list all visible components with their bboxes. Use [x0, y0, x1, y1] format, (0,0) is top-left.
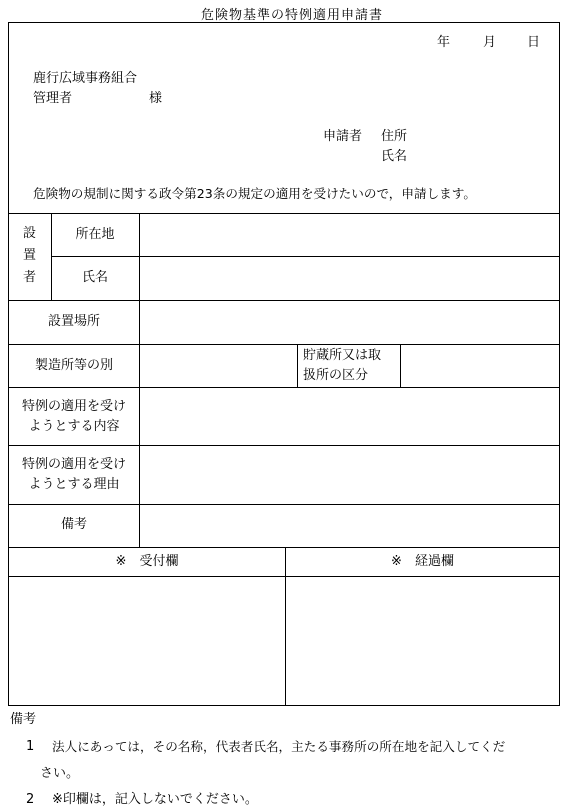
facility-type-label: 製造所等の別 [34, 358, 113, 373]
row-divider [51, 256, 560, 257]
install-place-label: 設置場所 [47, 314, 100, 329]
application-statement: 危険物の規制に関する政令第23条の規定の適用を受けたいので，申請します。 [33, 186, 476, 201]
note-1-continuation: さい。 [40, 766, 80, 781]
row-divider [9, 344, 560, 345]
applicant-address-label: 住所 [381, 129, 408, 144]
installer-char-3: 者 [23, 270, 37, 285]
storage-type-label-1: 貯蔵所又は取 [303, 348, 382, 363]
installer-char-2: 置 [23, 248, 37, 263]
notes-heading: 備考 [10, 712, 37, 727]
row-divider [9, 387, 560, 388]
row-divider [9, 504, 560, 505]
content-label-1: 特例の適用を受け [21, 399, 126, 414]
row-divider [9, 213, 560, 214]
addressee-manager: 管理者 [33, 91, 73, 106]
storage-type-label-2: 扱所の区分 [303, 368, 369, 383]
note-1-number: 1 [26, 739, 35, 754]
col-divider [400, 344, 401, 387]
application-form [8, 22, 560, 706]
applicant-label: 申請者 [323, 129, 363, 144]
reason-label-2: ようとする理由 [28, 477, 120, 492]
reason-label-1: 特例の適用を受け [21, 457, 126, 472]
note-2-text: ※印欄は，記入しないでください。 [52, 792, 258, 807]
row-divider [9, 445, 560, 446]
addressee-org: 鹿行広域事務組合 [33, 71, 138, 86]
row-divider [9, 300, 560, 301]
date-month: 月 [483, 35, 497, 50]
form-title: 危険物基準の特例適用申請書 [200, 8, 383, 23]
remarks-label: 備考 [60, 517, 87, 532]
location-label: 所在地 [75, 227, 115, 242]
reception-column-header: ※ 受付欄 [115, 554, 179, 569]
note-1-text: 法人にあっては，その名称，代表者氏名，主たる事務所の所在地を記入してくだ [52, 739, 506, 754]
name-label: 氏名 [81, 270, 108, 285]
addressee-sama: 様 [149, 91, 163, 106]
progress-column-header: ※ 経過欄 [391, 554, 454, 569]
date-year: 年 [437, 35, 451, 50]
note-2-number: 2 [26, 792, 35, 807]
content-label-2: ようとする内容 [28, 419, 120, 434]
date-day: 日 [527, 35, 541, 50]
applicant-name-label: 氏名 [381, 149, 408, 164]
col-divider [297, 344, 298, 387]
col-divider [139, 213, 140, 547]
installer-char-1: 設 [23, 226, 37, 241]
